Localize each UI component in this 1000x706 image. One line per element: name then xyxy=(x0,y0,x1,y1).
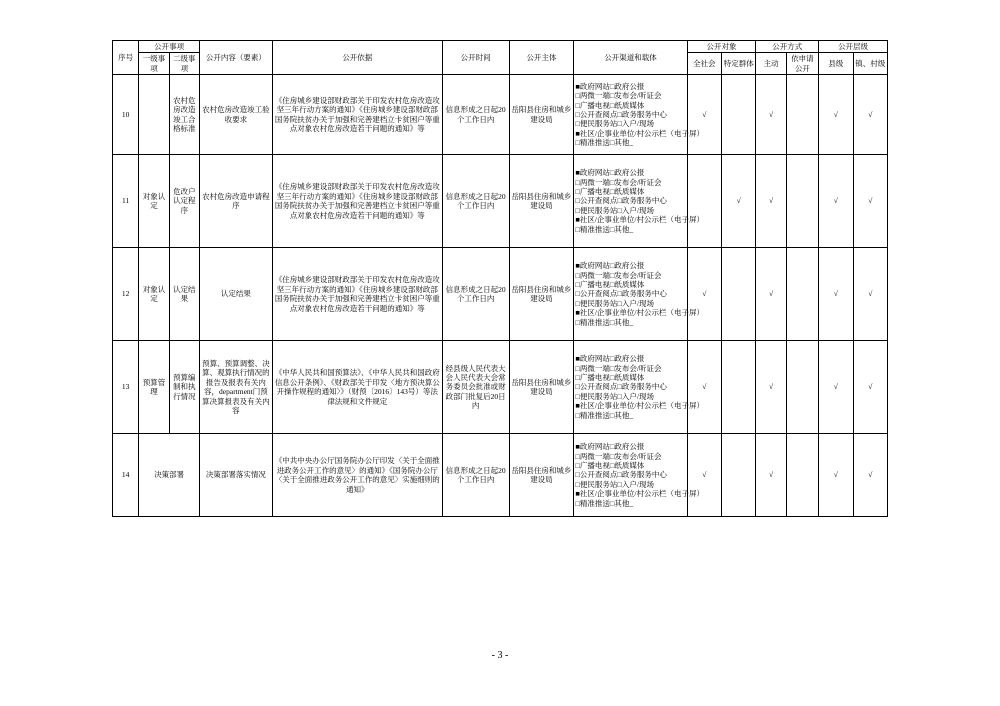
row-object-specific xyxy=(722,341,756,434)
row-object-all xyxy=(687,155,721,248)
row-object-all: √ xyxy=(687,341,721,434)
row-level-town: √ xyxy=(853,434,887,517)
header-level-town: 镇、村级 xyxy=(853,53,887,75)
header-method-active: 主动 xyxy=(756,53,786,75)
header-time: 公开时间 xyxy=(442,41,509,75)
channel-option: □公开查阅点□政务服务中心 xyxy=(575,196,667,206)
table-body xyxy=(113,75,888,517)
row-basis: 《住房城乡建设部财政部关于印发农村危房改造攻坚三年行动方案的通知》《住房城乡建设部财政部国务院扶贫办关于加强和完善建档立卡贫困户等重点对象农村危房改造若干问题的通知》等 xyxy=(272,75,442,155)
row-level1: 预算管理 xyxy=(139,341,169,434)
row-object-all: √ xyxy=(687,248,721,341)
row-seq: 14 xyxy=(113,434,139,517)
row-method-active: √ xyxy=(756,341,786,434)
header-basis: 公开依据 xyxy=(272,41,442,75)
row-method-apply xyxy=(786,155,818,248)
row-time: 经县级人民代表大会人民代表大会常务委员会批准或财政部门批复后20日内 xyxy=(442,341,509,434)
row-method-active: √ xyxy=(756,248,786,341)
channel-option: ■政府网站□政府公报 xyxy=(575,168,645,178)
channel-option: □精准推送□其他_ xyxy=(575,224,634,234)
row-seq: 10 xyxy=(113,75,139,155)
row-method-apply xyxy=(786,434,818,517)
header-public-matter: 公开事项 xyxy=(139,41,200,53)
row-basis: 《中华人民共和国预算法》、《中华人民共和国政府信息公开条例》、《财政部关于印发〈地方预决算公开操作规程的通知〉》（财预〔2016〕143号）等法律法规和文件规定 xyxy=(272,341,442,434)
page-number: - 3 - xyxy=(491,650,509,661)
channel-option: □精准推送□其他_ xyxy=(575,138,634,148)
row-level2: 危改户认定程序 xyxy=(169,155,199,248)
row-channels xyxy=(574,434,705,517)
row-object-all: √ xyxy=(687,434,721,517)
header-level2: 二级事项 xyxy=(169,53,199,75)
row-subject: 岳阳县住房和城乡建设局 xyxy=(509,75,574,155)
row-level-town: √ xyxy=(853,341,887,434)
row-seq: 12 xyxy=(113,248,139,341)
disclosure-table xyxy=(112,40,888,517)
header-seq: 序号 xyxy=(113,41,139,75)
row-subject: 岳阳县住房和城乡建设局 xyxy=(509,341,574,434)
row-time: 信息形成之日起20个工作日内 xyxy=(442,75,509,155)
channel-option: ■社区/企事业单位/村公示栏（电子屏） xyxy=(575,489,705,499)
row-basis: 《中共中央办公厅国务院办公厅印发〈关于全面推进政务公开工作的意见〉的通知》《国务院办公厅〈关于全面推进政务公开工作的意见〉实施细则的通知》 xyxy=(272,434,442,517)
table-row xyxy=(113,248,888,341)
row-level-town: √ xyxy=(853,155,887,248)
table-row xyxy=(113,341,888,434)
header-level: 公开层级 xyxy=(819,41,888,53)
channel-option: □两微一端□发布会/听证会 xyxy=(575,363,662,373)
row-time: 信息形成之日起20个工作日内 xyxy=(442,155,509,248)
header-subject: 公开主体 xyxy=(509,41,574,75)
channel-option: □公开查阅点□政务服务中心 xyxy=(575,382,667,392)
header-object-all: 全社会 xyxy=(687,53,721,75)
channel-option: □精准推送□其他_ xyxy=(575,410,634,420)
row-level-town: √ xyxy=(853,248,887,341)
channel-option: □便民服务站□入户/现场 xyxy=(575,119,654,129)
channel-option: □两微一端□发布会/听证会 xyxy=(575,451,662,461)
row-method-active: √ xyxy=(756,434,786,517)
row-level2: 认定结果 xyxy=(169,248,199,341)
channel-option: ■政府网站□政府公报 xyxy=(575,354,645,364)
channel-option: □便民服务站□入户/现场 xyxy=(575,479,654,489)
row-method-apply xyxy=(786,248,818,341)
header-content xyxy=(199,41,272,75)
channel-option: ■政府网站□政府公报 xyxy=(575,81,645,91)
row-object-specific xyxy=(722,434,756,517)
row-object-specific: √ xyxy=(722,155,756,248)
row-object-specific xyxy=(722,75,756,155)
row-level1: 对象认定 xyxy=(139,155,169,248)
header-object-specific: 特定群体 xyxy=(722,53,756,75)
channel-option: ■社区/企事业单位/村公示栏（电子屏） xyxy=(575,308,705,318)
channel-option: □便民服务站□入户/现场 xyxy=(575,391,654,401)
header-level1: 一级事项 xyxy=(139,53,169,75)
channel-option: ■社区/企事业单位/村公示栏（电子屏） xyxy=(575,215,705,225)
row-level-county: √ xyxy=(819,341,853,434)
channel-option: □两微一端□发布会/听证会 xyxy=(575,91,662,101)
header-level-county: 县级 xyxy=(819,53,853,75)
row-level-county: √ xyxy=(819,75,853,155)
channel-option: ■社区/企事业单位/村公示栏（电子屏） xyxy=(575,128,705,138)
row-method-active: √ xyxy=(756,75,786,155)
channel-option: □广播电视□纸质媒体 xyxy=(575,100,645,110)
header-method-apply: 依申请公开 xyxy=(786,53,818,75)
row-time: 信息形成之日起20个工作日内 xyxy=(442,248,509,341)
row-object-all: √ xyxy=(687,75,721,155)
row-content: 农村危房改造申请程序 xyxy=(199,155,272,248)
channel-option: □精准推送□其他_ xyxy=(575,498,634,508)
row-level-town: √ xyxy=(853,75,887,155)
row-seq: 13 xyxy=(113,341,139,434)
channel-option: □两微一端□发布会/听证会 xyxy=(575,177,662,187)
channel-option: ■政府网站□政府公报 xyxy=(575,261,645,271)
row-seq: 11 xyxy=(113,155,139,248)
row-content: 决策部署落实情况 xyxy=(199,434,272,517)
channel-option: ■政府网站□政府公报 xyxy=(575,442,645,452)
row-method-apply xyxy=(786,75,818,155)
row-content: 预算、预算调整、决算、观算执行情况的报告及报表有关内容，department门预算决算报表及有关内容 xyxy=(199,341,272,434)
channel-option: □公开查阅点□政务服务中心 xyxy=(575,470,667,480)
channel-option: □公开查阅点□政务服务中心 xyxy=(575,109,667,119)
row-channels xyxy=(574,155,705,248)
channel-option: □公开查阅点□政务服务中心 xyxy=(575,289,667,299)
row-time: 信息形成之日起20个工作日内 xyxy=(442,434,509,517)
channel-option: □两微一端□发布会/听证会 xyxy=(575,270,662,280)
row-level2: 农村危房改造竣工合格标准 xyxy=(169,75,199,155)
header-method: 公开方式 xyxy=(756,41,819,53)
channel-option: □广播电视□纸质媒体 xyxy=(575,461,645,471)
channel-option: □便民服务站□入户/现场 xyxy=(575,298,654,308)
row-basis: 《住房城乡建设部财政部关于印发农村危房改造攻坚三年行动方案的通知》《住房城乡建设部财政部国务院扶贫办关于加强和完善建档立卡贫困户等重点对象农村危房改造若干问题的通知》等 xyxy=(272,155,442,248)
channel-option: □广播电视□纸质媒体 xyxy=(575,187,645,197)
channel-option: □便民服务站□入户/现场 xyxy=(575,205,654,215)
row-subject: 岳阳县住房和城乡建设局 xyxy=(509,248,574,341)
row-level1 xyxy=(139,75,169,155)
row-method-apply xyxy=(786,341,818,434)
row-content: 农村危房改造竣工验收要求 xyxy=(199,75,272,155)
row-method-active: √ xyxy=(756,155,786,248)
channel-option: □精准推送□其他_ xyxy=(575,317,634,327)
table-row xyxy=(113,434,888,517)
channel-option: ■社区/企事业单位/村公示栏（电子屏） xyxy=(575,401,705,411)
channel-option: □广播电视□纸质媒体 xyxy=(575,373,645,383)
header-object: 公开对象 xyxy=(687,41,756,53)
row-subject: 岳阳县住房和城乡建设局 xyxy=(509,434,574,517)
row-level-county: √ xyxy=(819,434,853,517)
row-channels xyxy=(574,248,705,341)
row-object-specific xyxy=(722,248,756,341)
row-channels xyxy=(574,75,705,155)
table-header xyxy=(113,41,888,75)
channel-option: □广播电视□纸质媒体 xyxy=(575,280,645,290)
row-channels xyxy=(574,341,705,434)
header-row-top xyxy=(113,41,888,53)
row-level1: 对象认定 xyxy=(139,248,169,341)
header-content-line1: 公开内容（要素） xyxy=(205,52,266,62)
row-level2: 预算编制和执行情况 xyxy=(169,341,199,434)
row-content: 认定结果 xyxy=(199,248,272,341)
row-subject: 岳阳县住房和城乡建设局 xyxy=(509,155,574,248)
row-level-county: √ xyxy=(819,248,853,341)
header-channel: 公开渠道和载体 xyxy=(574,41,687,75)
row-level-county: √ xyxy=(819,155,853,248)
row-basis: 《住房城乡建设部财政部关于印发农村危房改造攻坚三年行动方案的通知》《住房城乡建设部财政部国务院扶贫办关于加强和完善建档立卡贫困户等重点对象农村危房改造若干问题的通知》等 xyxy=(272,248,442,341)
table-row xyxy=(113,155,888,248)
table-row xyxy=(113,75,888,155)
row-level1: 决策部署 xyxy=(139,434,200,517)
